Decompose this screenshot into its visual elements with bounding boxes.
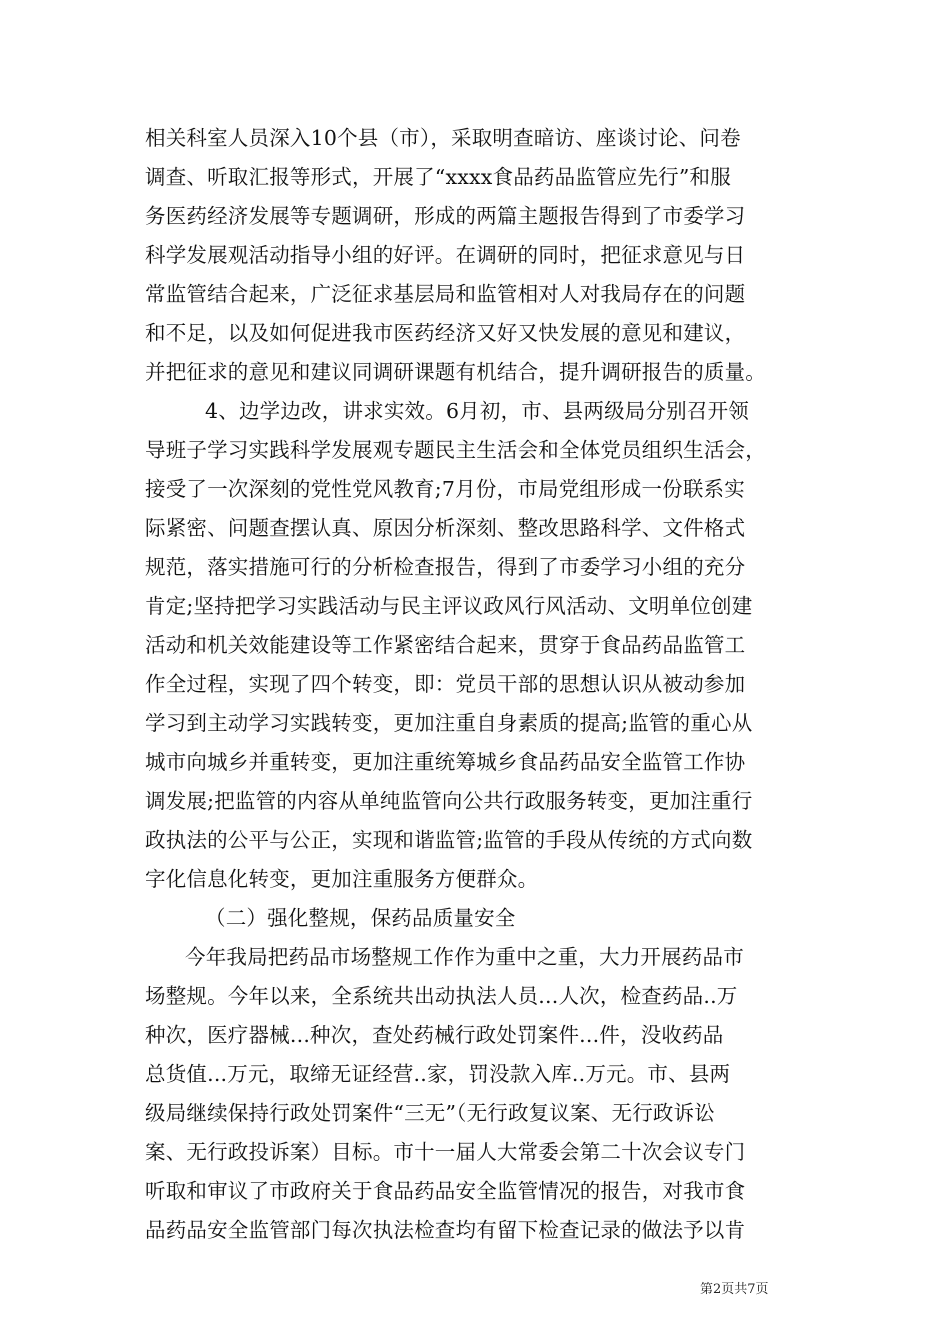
text-line: 并把征求的意见和建议同调研课题有机结合，提升调研报告的质量。 (145, 360, 766, 384)
text-line: 际紧密、问题查摆认真、原因分析深刻、整改思路科学、文件格式 (145, 516, 746, 540)
text-line: 学习到主动学习实践转变，更加注重自身素质的提高;监管的重心从 (145, 711, 753, 735)
section-heading: （二）强化整规，保药品质量安全 (205, 906, 516, 930)
text-line: 调发展;把监管的内容从单纯监管向公共行政服务转变，更加注重行 (145, 789, 753, 813)
text-line: 活动和机关效能建设等工作紧密结合起来，贯穿于食品药品监管工 (145, 633, 746, 657)
text-line: 品药品安全监管部门每次执法检查均有留下检查记录的做法予以肯 (145, 1218, 746, 1242)
text-line: 听取和审议了市政府关于食品药品安全监管情况的报告，对我市食 (145, 1179, 746, 1203)
text-line: 接受了一次深刻的党性党风教育;7月份，市局党组形成一份联系实 (145, 477, 745, 501)
paragraph-start-line: 今年我局把药品市场整规工作作为重中之重，大力开展药品市 (185, 945, 744, 969)
paragraph-start-line: 4、边学边改，讲求实效。6月初，市、县两级局分别召开领 (205, 399, 749, 423)
text-line: 肯定;坚持把学习实践活动与民主评议政风行风活动、文明单位创建 (145, 594, 753, 618)
text-line: 字化信息化转变，更加注重服务方便群众。 (145, 867, 539, 891)
text-line: 城市向城乡并重转变，更加注重统筹城乡食品药品安全监管工作协 (145, 750, 746, 774)
text-line: 务医药经济发展等专题调研，形成的两篇主题报告得到了市委学习 (145, 204, 746, 228)
text-line: 总货值...万元，取缔无证经营..家，罚没款入库..万元。市、县两 (145, 1062, 731, 1086)
text-line: 作全过程，实现了四个转变，即：党员干部的思想认识从被动参加 (145, 672, 746, 696)
text-line: 种次，医疗器械...种次，查处药械行政处罚案件...件，没收药品 (145, 1023, 724, 1047)
page-number-footer: 第2页共7页 (700, 1282, 769, 1297)
text-line: 和不足，以及如何促进我市医药经济又好又快发展的意见和建议， (145, 321, 746, 345)
text-line: 导班子学习实践科学发展观专题民主生活会和全体党员组织生活会， (145, 438, 766, 462)
text-line: 案、无行政投诉案）目标。市十一届人大常委会第二十次会议专门 (145, 1140, 746, 1164)
text-line: 科学发展观活动指导小组的好评。在调研的同时，把征求意见与日 (145, 243, 746, 267)
text-line: 调查、听取汇报等形式，开展了“xxxx食品药品监管应先行”和服 (145, 165, 731, 189)
text-line: 相关科室人员深入10个县（市），采取明查暗访、座谈讨论、问卷 (145, 126, 741, 150)
text-line: 常监管结合起来，广泛征求基层局和监管相对人对我局存在的问题 (145, 282, 746, 306)
text-line: 级局继续保持行政处罚案件“三无”（无行政复议案、无行政诉讼 (145, 1101, 716, 1125)
text-line: 政执法的公平与公正，实现和谐监管;监管的手段从传统的方式向数 (145, 828, 753, 852)
text-line: 场整规。今年以来，全系统共出动执法人员...人次，检查药品..万 (145, 984, 738, 1008)
text-line: 规范，落实措施可行的分析检查报告，得到了市委学习小组的充分 (145, 555, 746, 579)
